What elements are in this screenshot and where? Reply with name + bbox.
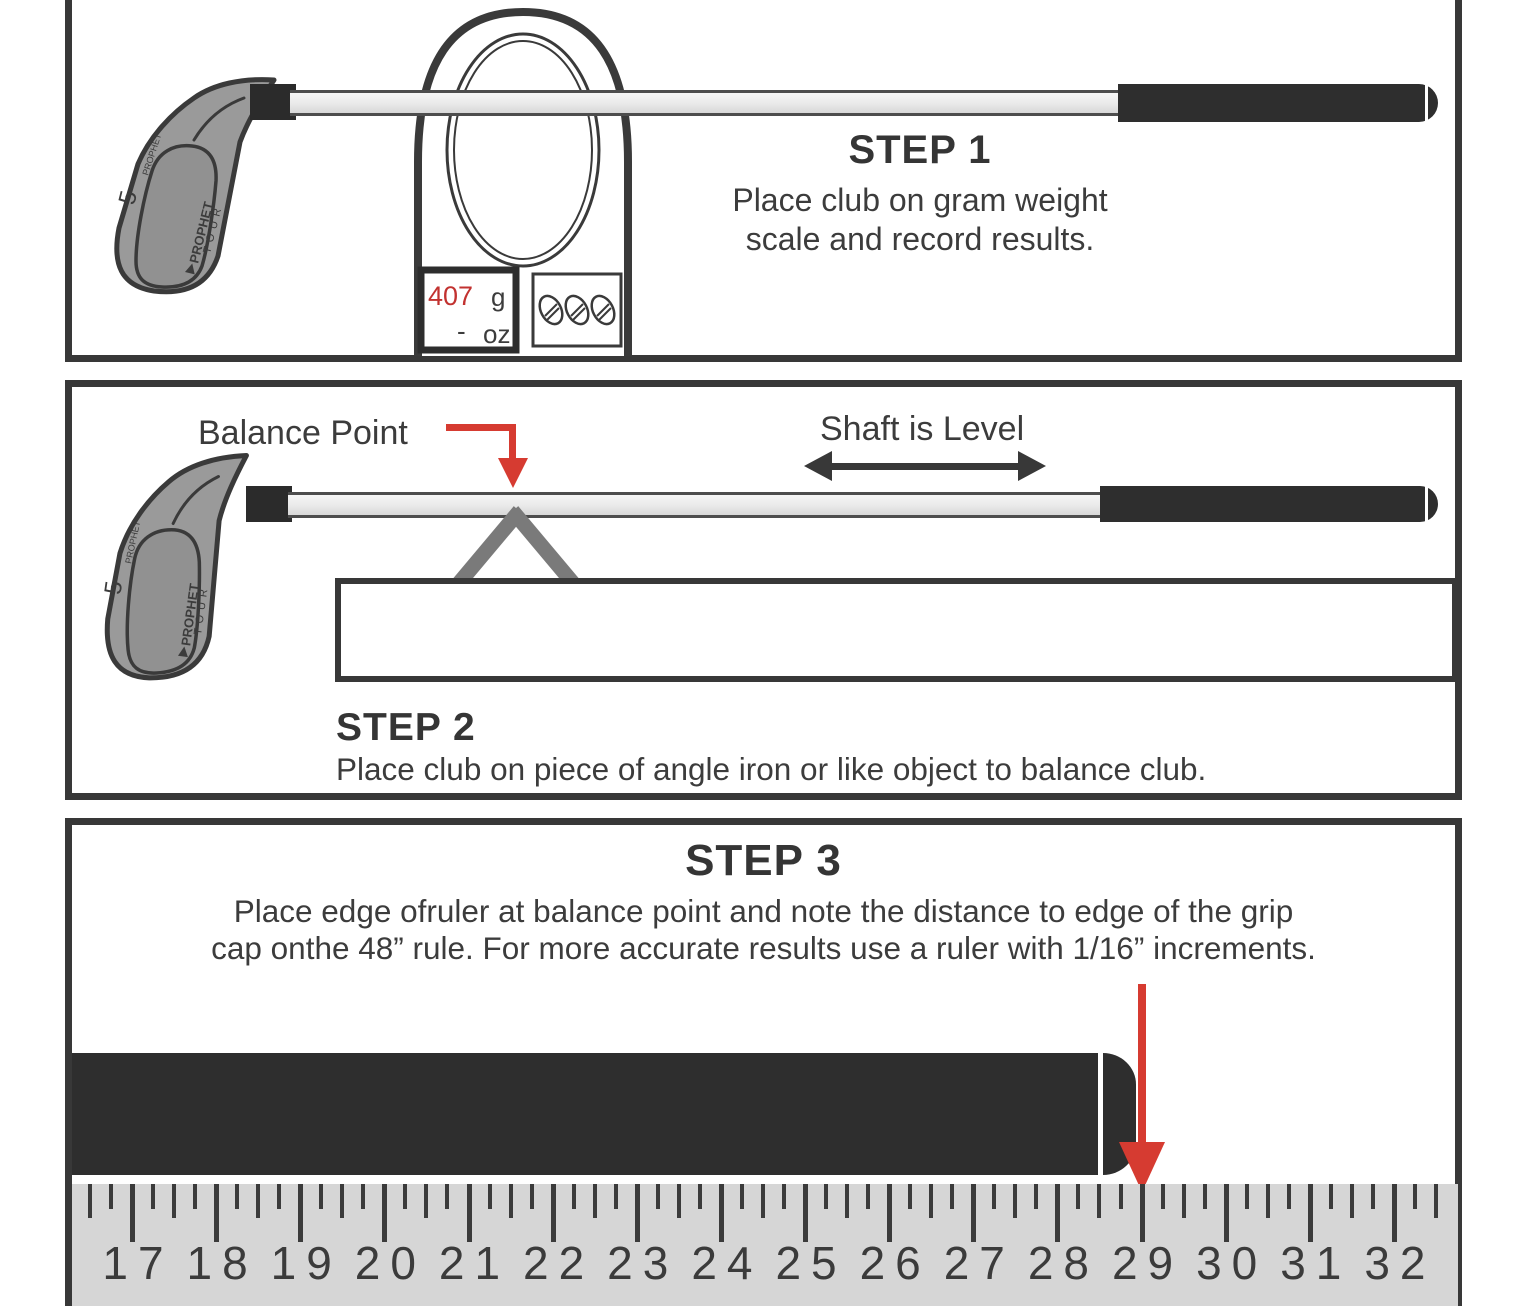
ruler-tick: [1413, 1184, 1417, 1209]
measure-arrow-line: [1138, 984, 1146, 1146]
step1-line2: scale and record results.: [745, 221, 1095, 257]
ruler-tick: [340, 1184, 344, 1218]
ruler-tick: [1392, 1184, 1397, 1242]
ruler-number: 25: [775, 1237, 847, 1289]
ruler-tick: [593, 1184, 597, 1218]
ruler-tick: [1203, 1184, 1207, 1209]
ruler-tick: [887, 1184, 892, 1242]
ruler-number: 28: [1027, 1237, 1100, 1289]
ruler-number: 19: [270, 1237, 342, 1289]
level-arrow-left-icon: [804, 451, 832, 481]
ruler-tick: [782, 1184, 786, 1209]
ruler-tick: [824, 1184, 828, 1209]
ruler-tick: [1329, 1184, 1333, 1209]
grip-cap-line: [1425, 486, 1428, 522]
ruler-tick: [845, 1184, 849, 1218]
step3-line2: cap onthe 48” rule. For more accurate results use a ruler with 1/16” increments.: [211, 930, 1316, 966]
ruler-number: 27: [943, 1237, 1015, 1289]
ruler-number: 30: [1196, 1237, 1268, 1289]
ruler-tick: [740, 1184, 744, 1209]
table-surface: [335, 578, 1458, 682]
balance-arrow-horizontal: [446, 424, 516, 431]
ruler-tick: [1182, 1184, 1186, 1218]
scale-button-icons[interactable]: [535, 292, 619, 328]
ruler-tick: [277, 1184, 281, 1209]
step3-title: STEP 3: [685, 836, 842, 885]
step2-title: STEP 2: [336, 706, 476, 749]
ruler-tick: [488, 1184, 492, 1209]
ruler-tick: [361, 1184, 365, 1209]
ruler-number: 18: [186, 1237, 258, 1289]
scale-grams-unit: g: [491, 282, 506, 312]
ruler-tick: [1055, 1184, 1060, 1242]
ruler-tick: [1076, 1184, 1080, 1209]
step2-body: Place club on piece of angle iron or like object to balance club.: [336, 751, 1207, 787]
ruler-tick: [656, 1184, 660, 1209]
ruler-number: 26: [859, 1237, 931, 1289]
scale-grams-value: 407: [428, 281, 474, 311]
ruler-tick: [319, 1184, 323, 1209]
ruler-tick: [1266, 1184, 1270, 1218]
balance-point-label: Balance Point: [198, 414, 408, 452]
ruler-tick: [130, 1184, 135, 1242]
ruler-tick: [614, 1184, 618, 1209]
ruler-tick: [1224, 1184, 1229, 1242]
ruler-tick: [677, 1184, 681, 1218]
ruler-number: 31: [1280, 1237, 1352, 1289]
ruler-tick: [172, 1184, 176, 1218]
ruler-tick: [1350, 1184, 1354, 1218]
ruler-tick: [193, 1184, 197, 1209]
ruler-tick: [235, 1184, 239, 1209]
ruler-tick: [1287, 1184, 1291, 1209]
ruler-tick: [256, 1184, 260, 1218]
ruler-tick: [1308, 1184, 1313, 1242]
ruler-tick: [572, 1184, 576, 1209]
ruler-tick: [424, 1184, 428, 1218]
club-grip-step2: [1100, 486, 1438, 522]
ruler-number: 20: [354, 1237, 426, 1289]
ruler-tick: [214, 1184, 219, 1242]
ruler-tick: [298, 1184, 303, 1242]
ruler-tick: [1013, 1184, 1017, 1218]
ruler-tick: [88, 1184, 92, 1218]
ruler-tick: [803, 1184, 808, 1242]
step3-line1: Place edge ofruler at balance point and note the distance to edge of the grip: [233, 893, 1294, 929]
ruler-tick: [929, 1184, 933, 1218]
club-shaft-step2: [288, 492, 1102, 518]
ruler-number: 21: [438, 1237, 511, 1289]
ruler-tick: [151, 1184, 155, 1209]
ruler-tick: [403, 1184, 407, 1209]
club-grip-step1: [1118, 84, 1438, 122]
grip-cap-line: [1425, 84, 1428, 122]
step1-title: STEP 1: [848, 128, 992, 172]
ruler-tick: [1034, 1184, 1038, 1209]
balance-arrow-head-icon: [498, 458, 528, 488]
ruler-tick: [971, 1184, 976, 1242]
gram-scale: [405, 0, 645, 358]
ruler-tick: [992, 1184, 996, 1209]
grip-bar: [72, 1053, 1098, 1175]
ruler: [72, 1184, 1458, 1306]
ruler-tick: [467, 1184, 472, 1242]
ruler-number: 32: [1364, 1237, 1436, 1289]
ruler-tick: [1371, 1184, 1375, 1209]
ruler-tick: [445, 1184, 449, 1209]
club-shaft-step1: [290, 90, 1120, 116]
ruler-number: 29: [1111, 1237, 1184, 1289]
ruler-tick: [1434, 1184, 1438, 1218]
ruler-tick: [719, 1184, 724, 1242]
scale-oz-value: -: [457, 316, 466, 346]
ruler-tick: [1161, 1184, 1165, 1209]
ruler-tick: [1140, 1184, 1145, 1242]
step1-line1: Place club on gram weight: [732, 182, 1108, 218]
ruler-tick: [1119, 1184, 1123, 1209]
shaft-level-label: Shaft is Level: [820, 410, 1025, 448]
ruler-tick: [509, 1184, 513, 1218]
ruler-tick: [908, 1184, 912, 1209]
level-arrow-line: [832, 463, 1018, 470]
ruler-tick: [635, 1184, 640, 1242]
ruler-tick: [866, 1184, 870, 1209]
ruler-tick: [1245, 1184, 1249, 1209]
ruler-number: 24: [691, 1237, 763, 1289]
ruler-number: 17: [102, 1237, 174, 1289]
ruler-number: 23: [607, 1237, 679, 1289]
ruler-tick: [698, 1184, 702, 1209]
ruler-tick: [761, 1184, 765, 1218]
level-arrow-right-icon: [1018, 451, 1046, 481]
club-ferrule-step2: [246, 486, 292, 522]
ruler-number: 22: [523, 1237, 595, 1289]
ruler-tick: [1097, 1184, 1101, 1218]
ruler-tick: [551, 1184, 556, 1242]
ruler-tick: [950, 1184, 954, 1209]
ruler-tick: [382, 1184, 387, 1242]
ruler-tick: [109, 1184, 113, 1209]
balance-arrow-vertical: [509, 424, 516, 460]
scale-oz-unit: oz: [483, 319, 511, 349]
ruler-tick: [530, 1184, 534, 1209]
